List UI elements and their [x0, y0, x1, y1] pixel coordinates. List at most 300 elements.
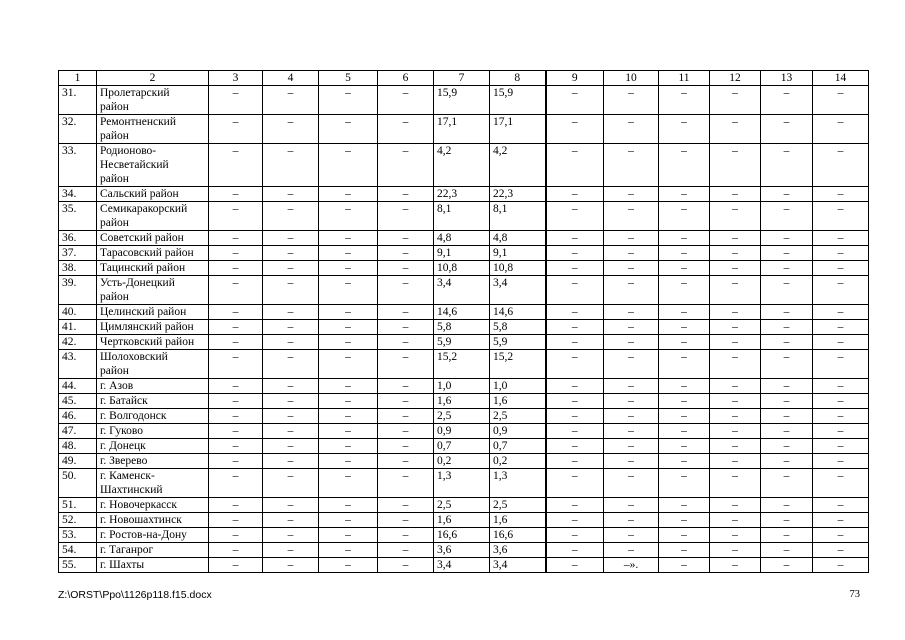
- cell-c12: –: [710, 350, 761, 379]
- cell-c5: –: [319, 558, 378, 573]
- cell-c6: –: [378, 409, 434, 424]
- table-row: [59, 498, 869, 513]
- header-cell: 6: [378, 71, 434, 86]
- cell-c3: –: [209, 187, 263, 202]
- cell-c4: –: [263, 409, 319, 424]
- cell-c11: –: [659, 276, 710, 305]
- cell-c3: –: [209, 394, 263, 409]
- cell-c12: –: [710, 409, 761, 424]
- row-number: 48.: [59, 439, 97, 454]
- cell-c3: –: [209, 231, 263, 246]
- cell-c7: 15,9: [434, 86, 490, 115]
- page-number: 73: [849, 589, 860, 600]
- cell-c3: –: [209, 439, 263, 454]
- cell-c3: –: [209, 246, 263, 261]
- cell-c3: –: [209, 86, 263, 115]
- cell-c13: –: [761, 513, 813, 528]
- cell-c3: –: [209, 350, 263, 379]
- cell-c5: –: [319, 528, 378, 543]
- cell-c11: –: [659, 144, 710, 187]
- district-name-line: Ремонтненский: [100, 116, 176, 128]
- cell-c5: –: [319, 246, 378, 261]
- cell-c7: 1,6: [434, 513, 490, 528]
- cell-c9: –: [546, 335, 604, 350]
- cell-c9: –: [546, 350, 604, 379]
- cell-c4: –: [263, 187, 319, 202]
- table-row: [59, 231, 869, 246]
- cell-c13: –: [761, 424, 813, 439]
- cell-c14: –: [813, 424, 869, 439]
- cell-c12: –: [710, 379, 761, 394]
- cell-c11: –: [659, 439, 710, 454]
- cell-c8: 15,9: [490, 86, 546, 115]
- header-cell: 5: [319, 71, 378, 86]
- cell-c14: –: [813, 528, 869, 543]
- cell-c3: –: [209, 454, 263, 469]
- cell-c5: –: [319, 409, 378, 424]
- cell-c7: 8,1: [434, 202, 490, 231]
- cell-c3: –: [209, 305, 263, 320]
- cell-c14: –: [813, 305, 869, 320]
- cell-c11: –: [659, 350, 710, 379]
- cell-c10: –: [604, 320, 659, 335]
- district-name-line: район: [100, 173, 129, 185]
- cell-c14: –: [813, 86, 869, 115]
- cell-c6: –: [378, 439, 434, 454]
- cell-c14: –: [813, 513, 869, 528]
- cell-c13: –: [761, 320, 813, 335]
- cell-c6: –: [378, 202, 434, 231]
- cell-c13: –: [761, 276, 813, 305]
- district-name-line: район: [100, 217, 129, 229]
- cell-c6: –: [378, 528, 434, 543]
- district-name-line: Советский район: [100, 232, 184, 244]
- cell-c13: –: [761, 528, 813, 543]
- cell-c11: –: [659, 513, 710, 528]
- district-name: [97, 394, 209, 409]
- row-number: 40.: [59, 305, 97, 320]
- cell-c8: 22,3: [490, 187, 546, 202]
- cell-c4: –: [263, 320, 319, 335]
- cell-c9: –: [546, 379, 604, 394]
- table-row: [59, 513, 869, 528]
- cell-c12: –: [710, 454, 761, 469]
- cell-c13: –: [761, 202, 813, 231]
- district-name-line: г. Шахты: [100, 559, 145, 571]
- cell-c6: –: [378, 379, 434, 394]
- table-row: [59, 335, 869, 350]
- row-number: 54.: [59, 543, 97, 558]
- cell-c9: –: [546, 187, 604, 202]
- cell-c9: –: [546, 115, 604, 144]
- district-name: [97, 115, 209, 144]
- cell-c6: –: [378, 231, 434, 246]
- header-row: [59, 71, 869, 86]
- row-number: 35.: [59, 202, 97, 231]
- cell-c5: –: [319, 187, 378, 202]
- table-row: [59, 261, 869, 276]
- cell-c12: –: [710, 276, 761, 305]
- cell-c7: 1,0: [434, 379, 490, 394]
- table-row: [59, 424, 869, 439]
- header-cell: 8: [490, 71, 546, 86]
- table-row: [59, 305, 869, 320]
- cell-c8: 1,6: [490, 394, 546, 409]
- cell-c12: –: [710, 469, 761, 498]
- header-cell: 1: [59, 71, 97, 86]
- cell-c7: 0,2: [434, 454, 490, 469]
- cell-c14: –: [813, 498, 869, 513]
- district-name: [97, 379, 209, 394]
- cell-c8: 4,2: [490, 144, 546, 187]
- header-cell: 13: [761, 71, 813, 86]
- district-name-line: г. Гуково: [100, 425, 143, 437]
- cell-c14: –: [813, 543, 869, 558]
- cell-c7: 3,4: [434, 276, 490, 305]
- cell-c4: –: [263, 558, 319, 573]
- cell-c10: –: [604, 424, 659, 439]
- cell-c11: –: [659, 115, 710, 144]
- cell-c7: 4,2: [434, 144, 490, 187]
- cell-c8: 17,1: [490, 115, 546, 144]
- cell-c7: 2,5: [434, 498, 490, 513]
- cell-c5: –: [319, 498, 378, 513]
- district-name-line: Семикаракорский: [100, 203, 188, 215]
- cell-c12: –: [710, 543, 761, 558]
- district-name: [97, 335, 209, 350]
- table-row: [59, 86, 869, 115]
- cell-c3: –: [209, 498, 263, 513]
- cell-c7: 0,7: [434, 439, 490, 454]
- table-row: [59, 115, 869, 144]
- cell-c9: –: [546, 394, 604, 409]
- district-name-line: Шолоховский: [100, 351, 168, 363]
- cell-c4: –: [263, 394, 319, 409]
- cell-c11: –: [659, 335, 710, 350]
- cell-c5: –: [319, 454, 378, 469]
- cell-c13: –: [761, 350, 813, 379]
- cell-c11: –: [659, 261, 710, 276]
- district-name-line: г. Ростов-на-Дону: [100, 529, 187, 541]
- cell-c13: –: [761, 469, 813, 498]
- cell-c9: –: [546, 498, 604, 513]
- cell-c5: –: [319, 261, 378, 276]
- cell-c6: –: [378, 454, 434, 469]
- district-name: [97, 498, 209, 513]
- cell-c13: –: [761, 439, 813, 454]
- cell-c6: –: [378, 394, 434, 409]
- cell-c3: –: [209, 320, 263, 335]
- cell-c4: –: [263, 439, 319, 454]
- cell-c9: –: [546, 424, 604, 439]
- row-number: 44.: [59, 379, 97, 394]
- cell-c9: –: [546, 558, 604, 573]
- cell-c14: –: [813, 350, 869, 379]
- cell-c11: –: [659, 231, 710, 246]
- district-name-line: г. Новочеркасск: [100, 499, 177, 511]
- cell-c10: –: [604, 409, 659, 424]
- district-name: [97, 86, 209, 115]
- cell-c14: –: [813, 558, 869, 573]
- cell-c14: –: [813, 202, 869, 231]
- cell-c7: 10,8: [434, 261, 490, 276]
- cell-c11: –: [659, 454, 710, 469]
- cell-c8: 5,8: [490, 320, 546, 335]
- cell-c13: –: [761, 498, 813, 513]
- cell-c12: –: [710, 439, 761, 454]
- cell-c9: –: [546, 454, 604, 469]
- header-cell: 9: [546, 71, 604, 86]
- row-number: 45.: [59, 394, 97, 409]
- cell-c12: –: [710, 86, 761, 115]
- cell-c6: –: [378, 261, 434, 276]
- cell-c11: –: [659, 86, 710, 115]
- cell-c9: –: [546, 469, 604, 498]
- cell-c14: –: [813, 276, 869, 305]
- cell-c13: –: [761, 335, 813, 350]
- cell-c8: 4,8: [490, 231, 546, 246]
- row-number: 39.: [59, 276, 97, 305]
- cell-c13: –: [761, 379, 813, 394]
- cell-c10: –: [604, 115, 659, 144]
- district-name-line: г. Таганрог: [100, 544, 154, 556]
- cell-c7: 0,9: [434, 424, 490, 439]
- cell-c7: 14,6: [434, 305, 490, 320]
- row-number: 42.: [59, 335, 97, 350]
- cell-c6: –: [378, 543, 434, 558]
- cell-c5: –: [319, 276, 378, 305]
- cell-c4: –: [263, 305, 319, 320]
- cell-c11: –: [659, 469, 710, 498]
- header-cell: 4: [263, 71, 319, 86]
- cell-c10: –: [604, 335, 659, 350]
- cell-c4: –: [263, 350, 319, 379]
- cell-c5: –: [319, 335, 378, 350]
- district-name-line: Цимлянский район: [100, 321, 194, 333]
- district-name-line: Тарасовский район: [100, 247, 194, 259]
- table-row: [59, 350, 869, 379]
- cell-c3: –: [209, 409, 263, 424]
- header-cell: 10: [604, 71, 659, 86]
- cell-c4: –: [263, 424, 319, 439]
- cell-c4: –: [263, 498, 319, 513]
- table-row: [59, 276, 869, 305]
- cell-c12: –: [710, 261, 761, 276]
- district-name-line: г. Батайск: [100, 395, 148, 407]
- cell-c3: –: [209, 513, 263, 528]
- cell-c6: –: [378, 513, 434, 528]
- district-name: [97, 424, 209, 439]
- cell-c5: –: [319, 379, 378, 394]
- cell-c7: 2,5: [434, 409, 490, 424]
- cell-c12: –: [710, 202, 761, 231]
- cell-c9: –: [546, 409, 604, 424]
- district-name-line: г. Зверево: [100, 455, 148, 467]
- cell-c4: –: [263, 513, 319, 528]
- row-number: 53.: [59, 528, 97, 543]
- cell-c6: –: [378, 115, 434, 144]
- row-number: 33.: [59, 144, 97, 187]
- cell-c11: –: [659, 202, 710, 231]
- cell-c8: 1,6: [490, 513, 546, 528]
- district-name-line: Усть-Донецкий: [100, 277, 175, 289]
- header-cell: 2: [97, 71, 209, 86]
- cell-c9: –: [546, 513, 604, 528]
- district-name-line: Сальский район: [100, 188, 179, 200]
- cell-c10: –: [604, 454, 659, 469]
- table-row: [59, 543, 869, 558]
- district-name-line: г. Азов: [100, 380, 134, 392]
- cell-c8: 5,9: [490, 335, 546, 350]
- cell-c8: 3,4: [490, 276, 546, 305]
- district-name-line: г. Донецк: [100, 440, 146, 452]
- cell-c3: –: [209, 528, 263, 543]
- cell-c13: –: [761, 454, 813, 469]
- cell-c10: –: [604, 498, 659, 513]
- row-number: 52.: [59, 513, 97, 528]
- cell-c12: –: [710, 528, 761, 543]
- cell-c13: –: [761, 543, 813, 558]
- cell-c10: –: [604, 439, 659, 454]
- cell-c9: –: [546, 261, 604, 276]
- cell-c11: –: [659, 543, 710, 558]
- cell-c8: 2,5: [490, 409, 546, 424]
- cell-c10: –: [604, 86, 659, 115]
- cell-c10: –: [604, 305, 659, 320]
- table-row: [59, 320, 869, 335]
- cell-c14: –: [813, 187, 869, 202]
- cell-c7: 15,2: [434, 350, 490, 379]
- cell-c9: –: [546, 276, 604, 305]
- cell-c11: –: [659, 498, 710, 513]
- cell-c14: –: [813, 379, 869, 394]
- cell-c13: –: [761, 246, 813, 261]
- cell-c9: –: [546, 320, 604, 335]
- row-number: 46.: [59, 409, 97, 424]
- table-row: [59, 379, 869, 394]
- cell-c9: –: [546, 305, 604, 320]
- cell-c10: –: [604, 394, 659, 409]
- row-number: 34.: [59, 187, 97, 202]
- row-number: 50.: [59, 469, 97, 498]
- district-name: [97, 543, 209, 558]
- cell-c12: –: [710, 558, 761, 573]
- cell-c9: –: [546, 246, 604, 261]
- cell-c3: –: [209, 469, 263, 498]
- district-name: [97, 454, 209, 469]
- cell-c13: –: [761, 394, 813, 409]
- district-name-line: Тацинский район: [100, 262, 186, 274]
- district-name: [97, 409, 209, 424]
- district-name: [97, 439, 209, 454]
- cell-c12: –: [710, 231, 761, 246]
- cell-c11: –: [659, 424, 710, 439]
- cell-c7: 17,1: [434, 115, 490, 144]
- cell-c3: –: [209, 379, 263, 394]
- district-name: [97, 513, 209, 528]
- cell-c5: –: [319, 543, 378, 558]
- cell-c7: 1,3: [434, 469, 490, 498]
- cell-c8: 15,2: [490, 350, 546, 379]
- district-name: [97, 528, 209, 543]
- cell-c8: 3,6: [490, 543, 546, 558]
- cell-c12: –: [710, 513, 761, 528]
- cell-c4: –: [263, 202, 319, 231]
- cell-c13: –: [761, 558, 813, 573]
- row-number: 49.: [59, 454, 97, 469]
- cell-c6: –: [378, 144, 434, 187]
- cell-c3: –: [209, 558, 263, 573]
- cell-c3: –: [209, 424, 263, 439]
- cell-c13: –: [761, 261, 813, 276]
- cell-c10: –: [604, 187, 659, 202]
- cell-c11: –: [659, 320, 710, 335]
- row-number: 51.: [59, 498, 97, 513]
- district-name-line: г. Каменск-: [100, 470, 155, 482]
- cell-c7: 3,6: [434, 543, 490, 558]
- table-row: [59, 394, 869, 409]
- district-name-line: Пролетарский: [100, 87, 170, 99]
- cell-c8: 3,4: [490, 558, 546, 573]
- cell-c10: –: [604, 144, 659, 187]
- table-row: [59, 144, 869, 187]
- table-row: [59, 439, 869, 454]
- district-name-line: Несветайский: [100, 159, 169, 171]
- row-number: 43.: [59, 350, 97, 379]
- cell-c12: –: [710, 424, 761, 439]
- cell-c9: –: [546, 231, 604, 246]
- district-name: [97, 350, 209, 379]
- cell-c10: –: [604, 379, 659, 394]
- cell-c5: –: [319, 144, 378, 187]
- cell-c5: –: [319, 513, 378, 528]
- district-name: [97, 246, 209, 261]
- cell-c12: –: [710, 305, 761, 320]
- district-name-line: район: [100, 130, 129, 142]
- cell-c11: –: [659, 379, 710, 394]
- district-name-line: район: [100, 101, 129, 113]
- cell-c14: –: [813, 115, 869, 144]
- cell-c9: –: [546, 528, 604, 543]
- cell-c6: –: [378, 320, 434, 335]
- cell-c13: –: [761, 187, 813, 202]
- cell-c9: –: [546, 439, 604, 454]
- cell-c10: –: [604, 246, 659, 261]
- cell-c12: –: [710, 498, 761, 513]
- cell-c12: –: [710, 144, 761, 187]
- cell-c12: –: [710, 335, 761, 350]
- cell-c5: –: [319, 231, 378, 246]
- district-name-line: г. Новошахтинск: [100, 514, 182, 526]
- district-name: [97, 187, 209, 202]
- cell-c4: –: [263, 528, 319, 543]
- table-row: [59, 246, 869, 261]
- header-cell: 11: [659, 71, 710, 86]
- cell-c4: –: [263, 276, 319, 305]
- cell-c3: –: [209, 261, 263, 276]
- cell-c12: –: [710, 115, 761, 144]
- cell-c3: –: [209, 335, 263, 350]
- cell-c10: –: [604, 350, 659, 379]
- cell-c8: 10,8: [490, 261, 546, 276]
- row-number: 55.: [59, 558, 97, 573]
- cell-c11: –: [659, 394, 710, 409]
- cell-c10: –: [604, 543, 659, 558]
- cell-c5: –: [319, 394, 378, 409]
- cell-c11: –: [659, 187, 710, 202]
- cell-c12: –: [710, 246, 761, 261]
- cell-c6: –: [378, 558, 434, 573]
